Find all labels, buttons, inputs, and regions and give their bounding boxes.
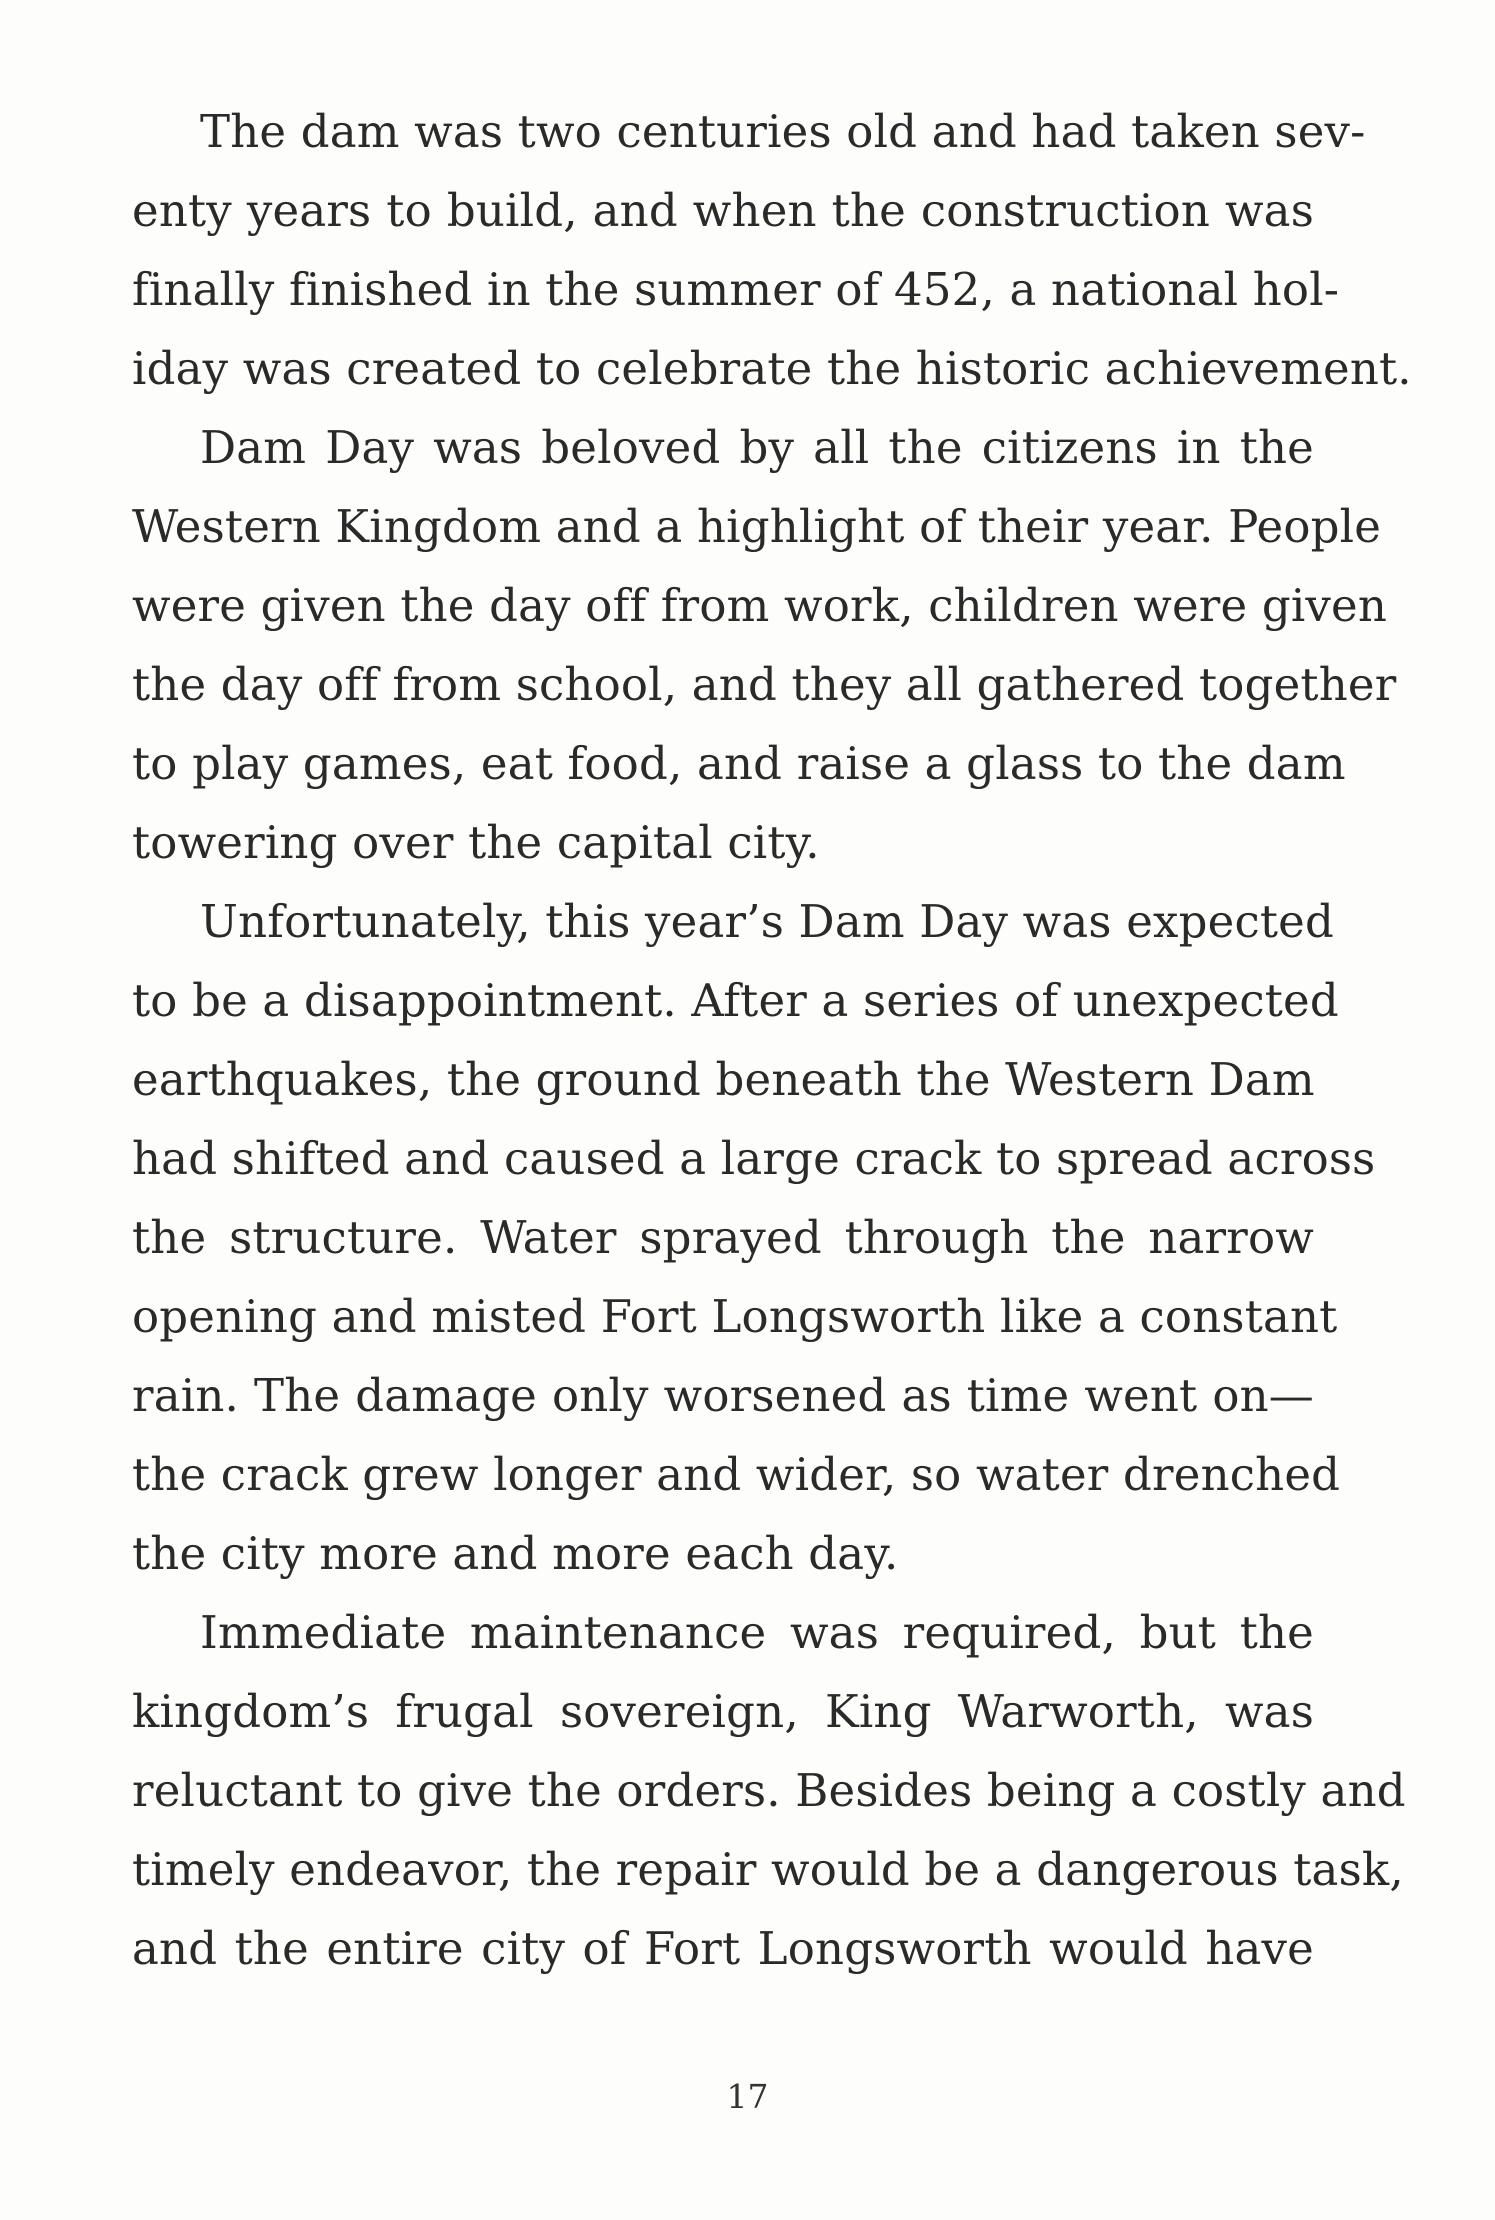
text-line: Dam Day was beloved by all the citizens in the bbox=[200, 421, 1314, 474]
text-line: the day off from school, and they all gathered together bbox=[132, 658, 1397, 711]
text-line: to play games, eat food, and raise a glass to the dam bbox=[132, 737, 1346, 790]
text-line: enty years to build, and when the construction was bbox=[132, 184, 1314, 237]
text-line: timely endeavor, the repair would be a dangerous task, bbox=[132, 1843, 1404, 1896]
text-line: the crack grew longer and wider, so water drenched bbox=[132, 1448, 1341, 1501]
text-line: The dam was two centuries old and had taken sev- bbox=[200, 105, 1366, 158]
page-number: 17 bbox=[726, 2077, 769, 2116]
text-line: rain. The damage only worsened as time went on— bbox=[132, 1369, 1314, 1422]
text-line: Western Kingdom and a highlight of their year. People bbox=[132, 500, 1382, 553]
text-line: to be a disappointment. After a series of unexpected bbox=[132, 974, 1339, 1027]
text-line: earthquakes, the ground beneath the Western Dam bbox=[132, 1053, 1315, 1106]
text-line: and the entire city of Fort Longsworth would have bbox=[132, 1922, 1314, 1975]
text-line: had shifted and caused a large crack to spread across bbox=[132, 1132, 1376, 1185]
text-line: the city more and more each day. bbox=[132, 1527, 899, 1580]
text-line: kingdom’s frugal sovereign, King Warworth, was bbox=[132, 1685, 1314, 1738]
text-line: opening and misted Fort Longsworth like a constant bbox=[132, 1290, 1338, 1343]
text-line: Unfortunately, this year’s Dam Day was expected bbox=[200, 895, 1334, 948]
text-line: were given the day off from work, children were given bbox=[132, 579, 1388, 632]
body-text bbox=[132, 92, 1412, 1988]
text-line: Immediate maintenance was required, but the bbox=[200, 1606, 1314, 1659]
text-line: finally finished in the summer of 452, a national hol- bbox=[132, 263, 1340, 316]
text-line: the structure. Water sprayed through the narrow bbox=[132, 1211, 1314, 1264]
text-line: reluctant to give the orders. Besides being a costly and bbox=[132, 1764, 1406, 1817]
text-line: iday was created to celebrate the historic achievement. bbox=[132, 342, 1412, 395]
text-line: towering over the capital city. bbox=[132, 816, 820, 869]
